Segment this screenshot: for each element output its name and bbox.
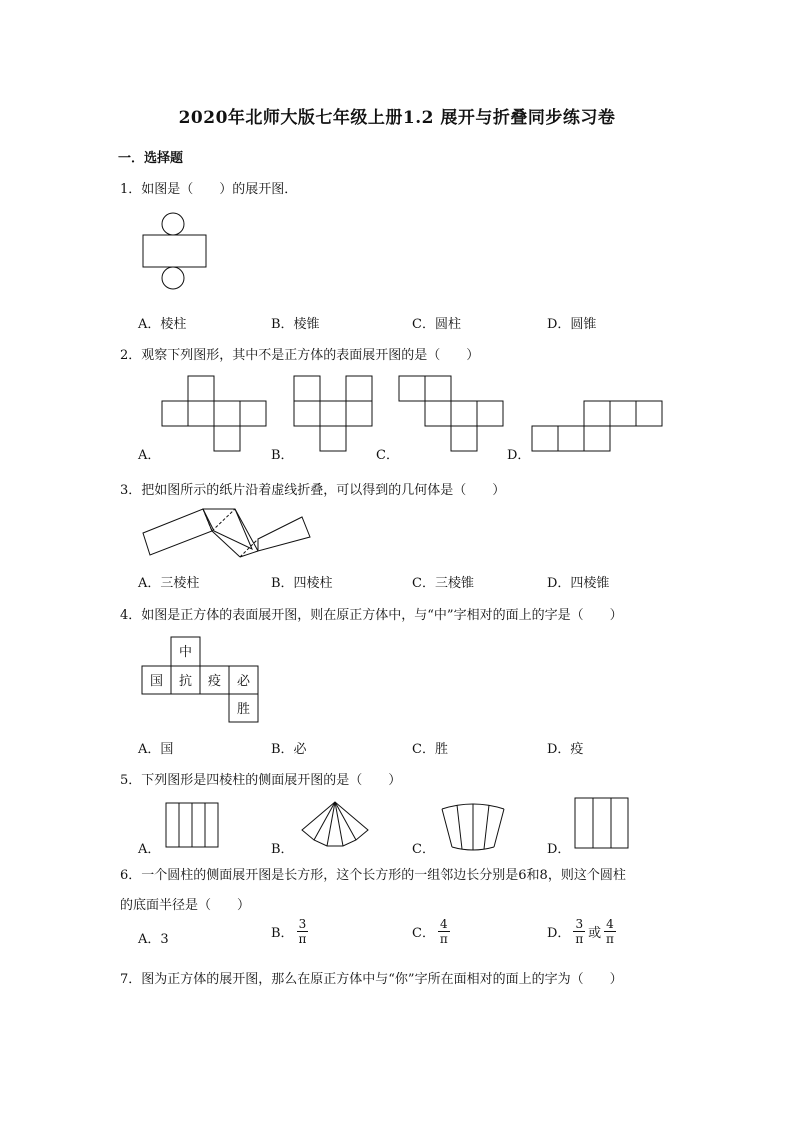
question-2-stem: 2．观察下列图形，其中不是正方体的表面展开图的是（ ） [120, 348, 480, 363]
q3-option-a[interactable]: A．三棱柱 [138, 576, 200, 591]
q2-option-c[interactable]: C． [376, 448, 399, 463]
q4-character-net-figure [141, 636, 259, 724]
q6-option-d-fraction-1: $\frac{3}{\pi}$ [575, 917, 584, 946]
q2-option-d[interactable]: D． [507, 448, 531, 463]
q1-rectangle [143, 235, 206, 267]
q6-option-d[interactable] [547, 918, 616, 945]
q5-option-a[interactable]: A． [138, 842, 161, 857]
q6-option-a[interactable]: A．3 [138, 932, 169, 947]
q1-option-a[interactable]: A．棱柱 [138, 317, 187, 332]
q5-net-b-figure [300, 800, 370, 850]
q1-top-circle [162, 213, 184, 235]
q3-option-c[interactable]: C．三棱锥 [412, 576, 474, 591]
question-5-stem: 5．下列图形是四棱柱的侧面展开图的是（ ） [120, 773, 402, 788]
q6-option-d-or: 或 [588, 926, 602, 941]
q4-net-char-zhong: 中 [178, 645, 193, 660]
question-4-stem: 4．如图是正方体的表面展开图，则在原正方体中，与“中”字相对的面上的字是（ ） [120, 608, 623, 623]
page-title: 2020年北师大版七年级上册1.2 展开与折叠同步练习卷 [178, 108, 616, 128]
question-1-stem: 1．如图是（ ）的展开图． [120, 182, 298, 197]
q6-option-d-fraction-2: $\frac{4}{\pi}$ [605, 917, 614, 946]
q6-option-d-label: D． [547, 926, 571, 941]
q2-net-a-figure [161, 375, 269, 455]
q3-option-b[interactable]: B．四棱柱 [271, 576, 333, 591]
q4-net-char-yi: 疫 [207, 674, 222, 689]
q6-option-b-label: B． [271, 926, 294, 941]
q6-option-c-label: C． [412, 926, 435, 941]
q5-net-c-figure [440, 801, 506, 853]
q6-option-c[interactable] [412, 918, 450, 945]
q5-option-c[interactable]: C． [412, 842, 435, 857]
q1-option-c[interactable]: C．圆柱 [412, 317, 461, 332]
q4-option-d[interactable]: D．疫 [547, 742, 584, 757]
q5-net-a-figure [165, 802, 221, 850]
section-heading: 一．选择题 [118, 151, 184, 166]
question-6-stem-line1: 6．一个圆柱的侧面展开图是长方形，这个长方形的一组邻边长分别是6和8，则这个圆柱 [120, 868, 626, 883]
q4-option-c[interactable]: C．胜 [412, 742, 448, 757]
question-6-stem-line2: 的底面半径是（ ） [120, 898, 251, 913]
q2-net-b-figure [293, 375, 375, 455]
q4-net-char-sheng: 胜 [236, 702, 251, 717]
q1-option-d[interactable]: D．圆锥 [547, 317, 597, 332]
q3-folding-strip-figure [140, 505, 315, 565]
q3-option-d[interactable]: D．四棱锥 [547, 576, 610, 591]
q2-net-c-figure [398, 375, 506, 455]
q6-option-b[interactable] [271, 918, 308, 945]
q4-net-char-guo: 国 [149, 674, 164, 689]
q2-net-d-figure [531, 400, 665, 455]
q4-option-a[interactable]: A．国 [138, 742, 174, 757]
q1-bottom-circle [162, 267, 184, 289]
q5-option-b[interactable]: B． [271, 842, 294, 857]
q5-net-d-figure [574, 797, 630, 851]
q4-net-char-bi: 必 [236, 674, 251, 689]
q1-option-b[interactable]: B．棱锥 [271, 317, 320, 332]
q4-option-b[interactable]: B．必 [271, 742, 307, 757]
q4-net-char-kang: 抗 [178, 674, 193, 689]
question-7-stem: 7．图为正方体的展开图，那么在原正方体中与“你”字所在面相对的面上的字为（ ） [120, 972, 623, 987]
q6-option-c-fraction: $\frac{4}{\pi}$ [439, 917, 448, 946]
q5-option-d[interactable]: D． [547, 842, 571, 857]
question-3-stem: 3．把如图所示的纸片沿着虚线折叠，可以得到的几何体是（ ） [120, 483, 506, 498]
q2-option-b[interactable]: B． [271, 448, 294, 463]
q2-option-a[interactable]: A． [138, 448, 161, 463]
q1-cylinder-net-figure [140, 211, 210, 295]
q6-option-b-fraction: $\frac{3}{\pi}$ [298, 917, 307, 946]
